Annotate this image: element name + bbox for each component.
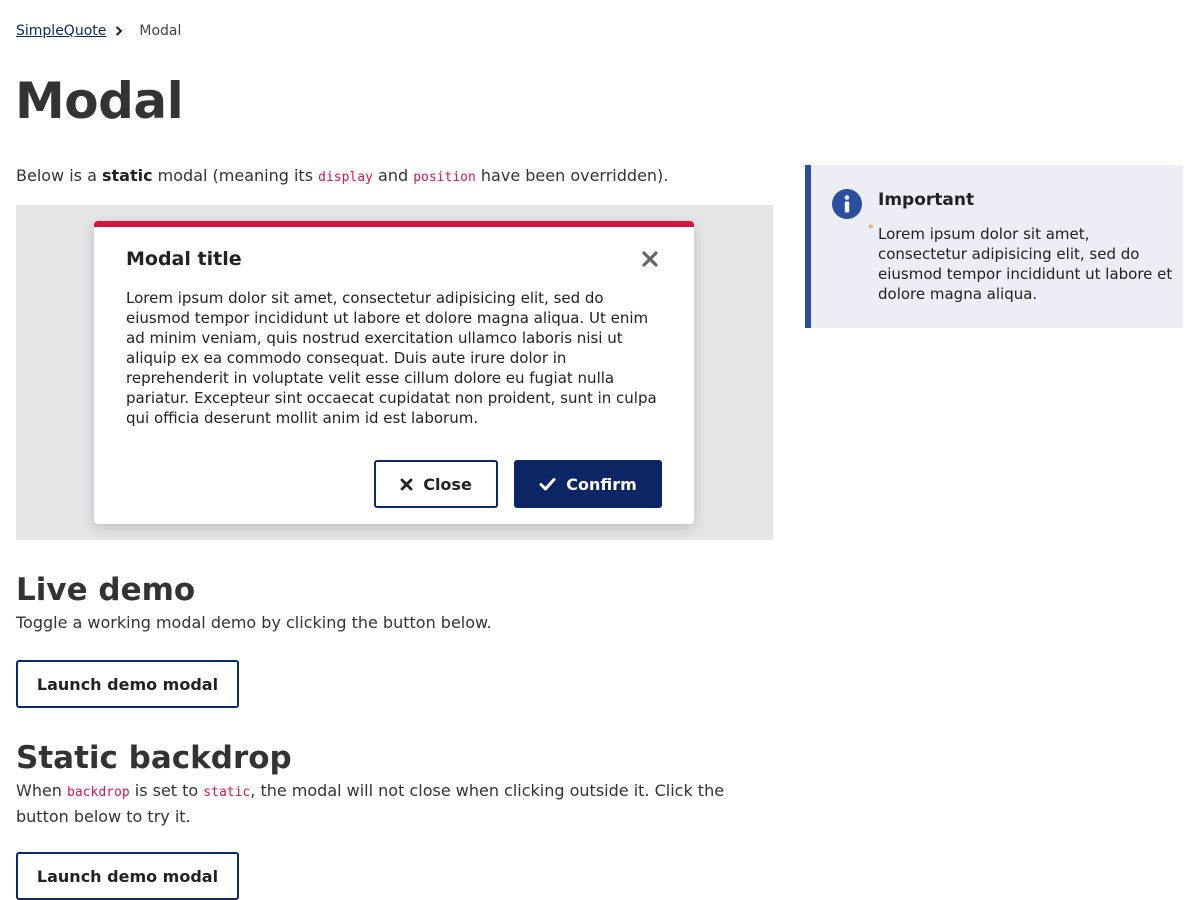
modal-close-button[interactable]	[374, 460, 498, 508]
modal-body: Lorem ipsum dolor sit amet, consectetur adipisicing elit, sed do eiusmod tempor incididunt ut labore et dolore magna aliqua. Ut enim ad minim veniam, quis nostrud exercitation ullamco laboris nisi ut aliquip ex ea commodo consequat. Duis aute irure dolor in reprehenderit in voluptate velit esse cillum dolore eu fugiat nulla pariatur. Excepteur sint occaecat cupidatat non proident, sunt in culpa qui officia deserunt mollit anim id est laborum.	[126, 289, 657, 427]
launch-static-demo-modal-button[interactable]: Launch demo modal	[16, 852, 239, 900]
launch-demo-modal-button[interactable]: Launch demo modal	[16, 660, 239, 708]
intro-suffix: have been overridden).	[475, 166, 669, 185]
code-position: position	[413, 170, 476, 185]
callout-title: Important	[878, 190, 975, 210]
chevron-right-icon	[115, 25, 125, 37]
close-label: Close	[423, 474, 472, 494]
callout-text: Lorem ipsum dolor sit amet, consectetur adipisicing elit, sed do eiusmod tempor incididunt ut labore et dolore magna aliqua.	[878, 225, 1173, 303]
sb-suffix: , the modal will not close when clicking outside it. Click the button below to try it.	[16, 781, 725, 826]
sb-mid: is set to	[129, 781, 204, 800]
close-icon[interactable]	[640, 249, 660, 269]
info-icon	[832, 189, 862, 219]
breadcrumb-link-simplequote[interactable]: SimpleQuote	[16, 23, 107, 39]
intro-prefix: Below is a	[16, 166, 102, 185]
modal-confirm-button[interactable]	[514, 460, 662, 508]
check-icon	[539, 477, 556, 491]
confirm-label: Confirm	[566, 474, 637, 494]
code-backdrop: backdrop	[67, 785, 130, 800]
x-icon	[400, 478, 413, 491]
intro-bold: static	[101, 166, 153, 185]
static-modal	[94, 221, 694, 524]
sb-prefix: When	[16, 781, 68, 800]
code-static: static	[203, 785, 251, 800]
live-demo-heading: Live demo	[16, 572, 196, 608]
page-title: Modal	[15, 72, 184, 130]
live-demo-text: Toggle a working modal demo by clicking the button below.	[16, 613, 492, 632]
static-backdrop-text	[16, 779, 756, 829]
intro-text	[16, 166, 668, 185]
static-backdrop-heading: Static backdrop	[16, 740, 292, 776]
breadcrumb-current: Modal	[139, 23, 182, 39]
intro-mid2: and	[372, 166, 414, 185]
code-display: display	[318, 170, 373, 185]
modal-title: Modal title	[126, 248, 242, 270]
callout-marker: *	[868, 222, 874, 235]
intro-mid1: modal (meaning its	[152, 166, 319, 185]
breadcrumb	[16, 23, 181, 39]
important-callout	[805, 165, 1183, 328]
